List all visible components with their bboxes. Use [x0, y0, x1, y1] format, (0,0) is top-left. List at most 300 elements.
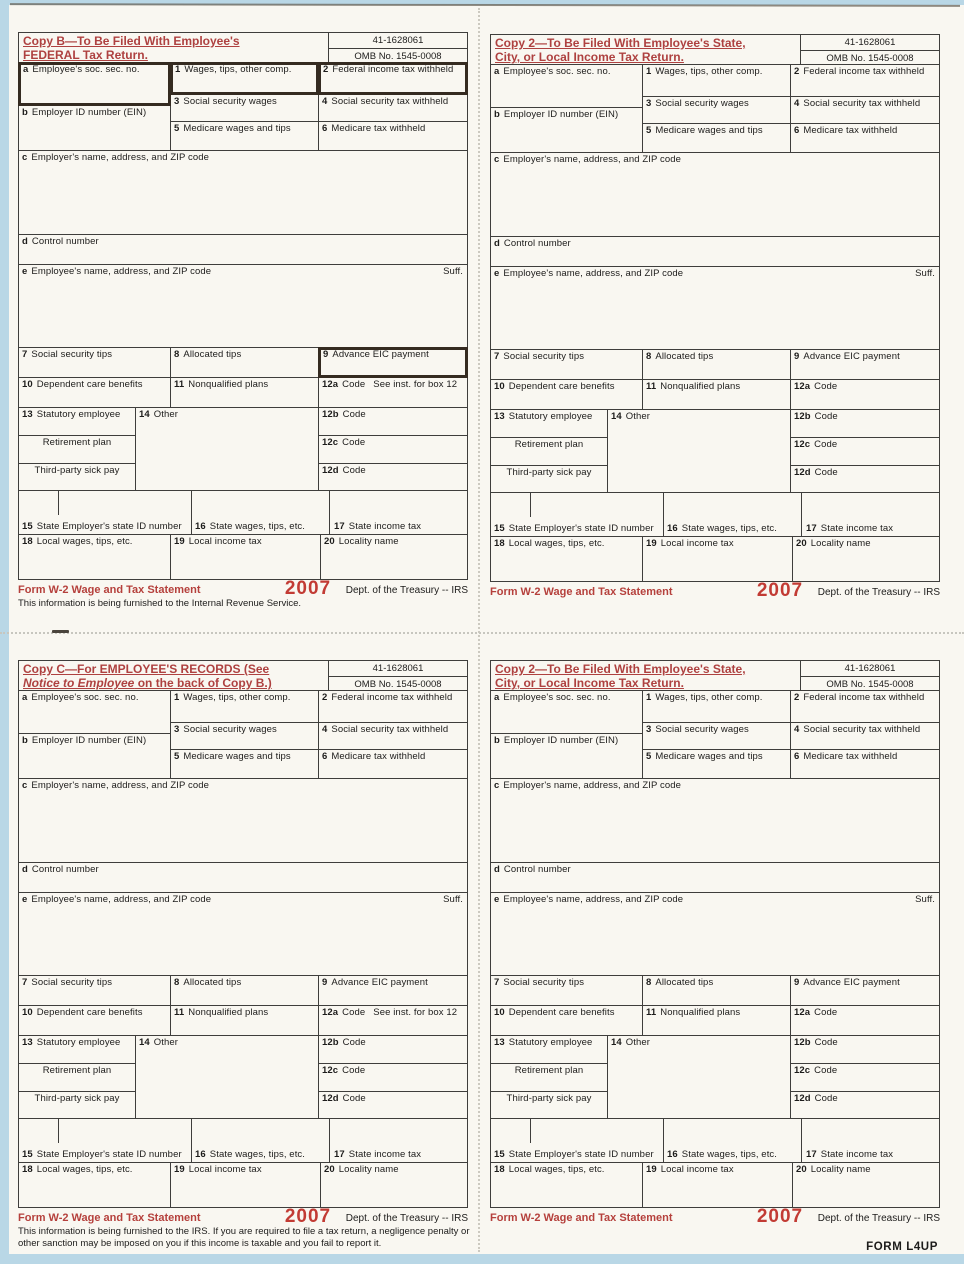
box-a-label: Employee's soc. sec. no.	[31, 692, 139, 703]
box-13-statutory-employee: 13 Statutory employee	[18, 407, 136, 436]
box-16-state-wages: 16 State wages, tips, etc.	[195, 1149, 306, 1161]
box-7-label: Social security tips	[503, 977, 585, 988]
suffix-label: Suff.	[915, 268, 935, 279]
box-4-ss-tax: 4 Social security tax withheld	[318, 722, 468, 750]
box-10-label: Dependent care benefits	[508, 381, 615, 392]
box-13-retirement-plan	[18, 435, 136, 464]
box-a-label: Employee's soc. sec. no.	[503, 66, 611, 77]
box-e-employee-name-address: e Employee's name, address, and ZIP code Suff.	[18, 264, 468, 348]
vertical-perforation-line	[478, 8, 480, 1252]
box-15-label: State Employer's state ID number	[508, 523, 654, 535]
box-12a-note: See inst. for box 12	[373, 1007, 458, 1018]
box-6-label: Medicare tax withheld	[331, 123, 426, 134]
box-2-federal-tax: 2 Federal income tax withheld	[790, 64, 940, 97]
box-a-employee-ssn	[490, 690, 643, 734]
box-12d-label: Code	[814, 467, 838, 478]
state-code-divider	[58, 1119, 59, 1143]
box-7-ss-tips: 7 Social security tips	[490, 975, 643, 1006]
box-10-dependent-care: 10 Dependent care benefits	[18, 377, 171, 408]
box-9-advance-eic: 9 Advance EIC payment	[318, 347, 468, 378]
box-12d-code: 12d Code	[318, 463, 468, 491]
box-8-allocated-tips: 8 Allocated tips	[170, 347, 319, 378]
box-5-label: Medicare wages and tips	[183, 751, 291, 762]
treasury-dept-label: Dept. of the Treasury -- IRS	[345, 585, 468, 596]
box-12b-code: 12b Code	[318, 407, 468, 436]
divider-15-16	[663, 493, 664, 536]
copy-title-line2: City, or Local Income Tax Return.	[495, 50, 684, 65]
box-b-number: b	[494, 735, 500, 746]
copy-title	[18, 32, 329, 63]
box-13-third-party-sick-pay	[18, 463, 136, 491]
form-w2-label: Form W-2 Wage and Tax Statement	[490, 1212, 673, 1224]
box-15-state-id: 15 State Employer's state ID number	[494, 523, 654, 535]
box-14-label: Other	[153, 1037, 179, 1048]
box-e-label: Employee's name, address, and ZIP code	[503, 268, 684, 279]
box-c-label: Employer's name, address, and ZIP code	[503, 154, 681, 165]
box-b-label: Employer ID number (EIN)	[503, 735, 619, 746]
box-2-label: Federal income tax withheld	[803, 692, 925, 703]
box-12c-code: 12c Code	[790, 1063, 940, 1092]
w2-form-copy-c-employee-records	[18, 660, 468, 1260]
box-d-control-number: d Control number	[18, 234, 468, 265]
box-10-label: Dependent care benefits	[36, 379, 143, 390]
box-8-allocated-tips: 8 Allocated tips	[642, 975, 791, 1006]
divider-16-17	[801, 493, 802, 536]
box-c-employer-name-address: c Employer's name, address, and ZIP code	[490, 152, 940, 237]
w2-form-copy-2-state-top	[490, 34, 940, 634]
box-15-label: State Employer's state ID number	[508, 1149, 654, 1161]
box-17-state-income-tax: 17 State income tax	[806, 1149, 894, 1161]
box-6-medicare-tax: 6 Medicare tax withheld	[318, 121, 468, 151]
box-12b-label: Code	[814, 411, 838, 422]
box-a-number: a	[494, 692, 500, 703]
suffix-label: Suff.	[915, 894, 935, 905]
omb-box	[328, 32, 468, 63]
box-13-third-party-sick-pay	[490, 1091, 608, 1119]
box-3-label: Social security wages	[183, 96, 277, 107]
box-13-statutory-employee: 13 Statutory employee	[18, 1035, 136, 1064]
copy-title-line1: Copy 2—To Be Filed With Employee's State,	[495, 662, 746, 676]
box-16-label: State wages, tips, etc.	[209, 521, 306, 533]
box-7-label: Social security tips	[503, 351, 585, 362]
box-13-statutory-employee: 13 Statutory employee	[490, 1035, 608, 1064]
box-5-medicare-wages: 5 Medicare wages and tips	[170, 749, 319, 779]
box-e-label: Employee's name, address, and ZIP code	[31, 894, 212, 905]
box-14-label: Other	[625, 1037, 651, 1048]
box-11-label: Nonqualified plans	[188, 379, 269, 390]
box-12a-label: Code	[814, 381, 838, 392]
box-15-label: State Employer's state ID number	[36, 1149, 182, 1161]
box-b-number: b	[22, 735, 28, 746]
box-12c-code: 12c Code	[790, 437, 940, 466]
box-7-label: Social security tips	[31, 349, 113, 360]
box-d-control-number: d Control number	[18, 862, 468, 893]
box-18-label: Local wages, tips, etc.	[508, 538, 605, 549]
treasury-dept-label: Dept. of the Treasury -- IRS	[345, 1213, 468, 1224]
box-20-label: Locality name	[810, 1164, 871, 1175]
box-11-label: Nonqualified plans	[660, 381, 741, 392]
w2-form-copy-b-federal	[18, 32, 468, 632]
box-10-dependent-care: 10 Dependent care benefits	[490, 1005, 643, 1036]
copy-title-line1: Copy 2—To Be Filed With Employee's State,	[495, 36, 746, 50]
box-12a-label: Code	[814, 1007, 838, 1018]
box-1-label: Wages, tips, other comp.	[655, 692, 763, 703]
box-12c-label: Code	[814, 1065, 838, 1076]
box-3-ss-wages: 3 Social security wages	[170, 94, 319, 122]
tax-year: 2007	[756, 1206, 804, 1227]
box-20-locality-name: 20 Locality name	[792, 1162, 940, 1208]
suffix-label: Suff.	[443, 894, 463, 905]
box-18-label: Local wages, tips, etc.	[36, 1164, 133, 1175]
box-12b-code: 12b Code	[790, 409, 940, 438]
box-15-state-id: 15 State Employer's state ID number	[494, 1149, 654, 1161]
box-8-label: Allocated tips	[183, 977, 242, 988]
print-code: 41-1628061	[329, 33, 467, 49]
box-12d-code: 12d Code	[790, 465, 940, 493]
box-20-label: Locality name	[810, 538, 871, 549]
box-16-state-wages: 16 State wages, tips, etc.	[667, 1149, 778, 1161]
box-12a-note: See inst. for box 12	[373, 379, 458, 390]
box-18-local-wages: 18 Local wages, tips, etc.	[18, 534, 171, 580]
box-6-medicare-tax: 6 Medicare tax withheld	[790, 749, 940, 779]
box-14-label: Other	[153, 409, 179, 420]
copy-title-line2: City, or Local Income Tax Return.	[495, 676, 684, 691]
box-12d-code: 12d Code	[318, 1091, 468, 1119]
boxes-15-16-17-state-row	[490, 492, 940, 537]
box-a-number: a	[22, 692, 28, 703]
box-12b-code: 12b Code	[318, 1035, 468, 1064]
form-w2-label: Form W-2 Wage and Tax Statement	[490, 586, 673, 598]
box-12d-code: 12d Code	[790, 1091, 940, 1119]
copy-title-line1: Copy B—To Be Filed With Employee's	[23, 34, 240, 48]
copy-title-line1: Copy C—For EMPLOYEE'S RECORDS (See	[23, 662, 270, 676]
box-8-label: Allocated tips	[655, 977, 714, 988]
box-13-retirement-plan	[490, 1063, 608, 1092]
box-20-locality-name: 20 Locality name	[792, 536, 940, 582]
divider-15-16	[663, 1119, 664, 1162]
box-b-label: Employer ID number (EIN)	[31, 107, 147, 118]
box-17-label: State income tax	[348, 1149, 422, 1161]
box-2-label: Federal income tax withheld	[331, 692, 453, 703]
copy-title	[490, 660, 801, 691]
box-16-label: State wages, tips, etc.	[681, 1149, 778, 1161]
box-17-state-income-tax: 17 State income tax	[806, 523, 894, 535]
box-19-label: Local income tax	[188, 536, 262, 547]
box-1-wages: 1 Wages, tips, other comp.	[170, 62, 319, 95]
box-c-label: Employer's name, address, and ZIP code	[503, 780, 681, 791]
box-4-label: Social security tax withheld	[803, 98, 921, 109]
box-b-employer-ein	[490, 107, 643, 153]
box-3-ss-wages: 3 Social security wages	[170, 722, 319, 750]
box-13-retirement-label: Retirement plan	[514, 1065, 584, 1076]
box-b-label: Employer ID number (EIN)	[503, 109, 619, 120]
copy-title-line2: on the back of Copy B.)	[134, 676, 272, 691]
box-2-federal-tax: 2 Federal income tax withheld	[318, 62, 468, 95]
box-15-state-id: 15 State Employer's state ID number	[22, 1149, 182, 1161]
print-code: 41-1628061	[329, 661, 467, 677]
box-14-other: 14 Other	[607, 1035, 791, 1119]
boxes-15-16-17-state-row	[18, 490, 468, 535]
box-14-other: 14 Other	[607, 409, 791, 493]
box-6-label: Medicare tax withheld	[331, 751, 426, 762]
box-12c-label: Code	[342, 437, 366, 448]
boxes-15-16-17-state-row	[490, 1118, 940, 1163]
box-13-statutory-label: Statutory employee	[508, 411, 593, 422]
omb-number: OMB No. 1545-0008	[354, 51, 442, 62]
box-3-ss-wages: 3 Social security wages	[642, 96, 791, 124]
box-19-label: Local income tax	[188, 1164, 262, 1175]
box-d-label: Control number	[31, 864, 99, 875]
box-11-nonqualified-plans: 11 Nonqualified plans	[642, 1005, 791, 1036]
box-8-allocated-tips: 8 Allocated tips	[170, 975, 319, 1006]
box-6-medicare-tax: 6 Medicare tax withheld	[790, 123, 940, 153]
box-4-label: Social security tax withheld	[803, 724, 921, 735]
treasury-dept-label: Dept. of the Treasury -- IRS	[817, 1213, 940, 1224]
treasury-dept-label: Dept. of the Treasury -- IRS	[817, 587, 940, 598]
box-13-statutory-label: Statutory employee	[36, 1037, 121, 1048]
box-1-label: Wages, tips, other comp.	[183, 692, 291, 703]
box-13-statutory-employee: 13 Statutory employee	[490, 409, 608, 438]
box-6-medicare-tax: 6 Medicare tax withheld	[318, 749, 468, 779]
box-11-label: Nonqualified plans	[188, 1007, 269, 1018]
box-17-label: State income tax	[820, 1149, 894, 1161]
box-e-employee-name-address: e Employee's name, address, and ZIP code Suff.	[490, 892, 940, 976]
omb-number: OMB No. 1545-0008	[826, 679, 914, 690]
box-20-locality-name: 20 Locality name	[320, 534, 468, 580]
box-13-retirement-label: Retirement plan	[42, 1065, 112, 1076]
box-3-ss-wages: 3 Social security wages	[642, 722, 791, 750]
copy-title-line2: FEDERAL Tax Return.	[23, 48, 148, 63]
box-2-label: Federal income tax withheld	[803, 66, 925, 77]
box-1-label: Wages, tips, other comp.	[655, 66, 763, 77]
box-1-wages: 1 Wages, tips, other comp.	[642, 64, 791, 97]
divider-16-17	[801, 1119, 802, 1162]
box-6-label: Medicare tax withheld	[803, 751, 898, 762]
divider-15-16	[191, 1119, 192, 1162]
box-18-local-wages: 18 Local wages, tips, etc.	[18, 1162, 171, 1208]
furnishing-notice: This information is being furnished to the IRS. If you are required to file a tax return, a negligence penalty or other sanction may be imposed on you if this income is taxable and you fail to report it.	[18, 1226, 470, 1250]
box-a-employee-ssn	[18, 690, 171, 734]
box-14-label: Other	[625, 411, 651, 422]
box-6-label: Medicare tax withheld	[803, 125, 898, 136]
suffix-label: Suff.	[443, 266, 463, 277]
box-17-state-income-tax: 17 State income tax	[334, 1149, 422, 1161]
box-19-local-income-tax: 19 Local income tax	[642, 1162, 793, 1208]
box-19-label: Local income tax	[660, 1164, 734, 1175]
box-16-state-wages: 16 State wages, tips, etc.	[667, 523, 778, 535]
box-d-label: Control number	[503, 238, 571, 249]
box-19-local-income-tax: 19 Local income tax	[170, 1162, 321, 1208]
box-a-label: Employee's soc. sec. no.	[32, 64, 140, 75]
box-11-nonqualified-plans: 11 Nonqualified plans	[642, 379, 791, 410]
box-18-local-wages: 18 Local wages, tips, etc.	[490, 536, 643, 582]
box-13-sickpay-label: Third-party sick pay	[34, 1093, 120, 1104]
box-7-label: Social security tips	[31, 977, 113, 988]
state-code-divider	[58, 491, 59, 515]
box-18-label: Local wages, tips, etc.	[36, 536, 133, 547]
box-5-label: Medicare wages and tips	[655, 751, 763, 762]
box-8-label: Allocated tips	[183, 349, 242, 360]
tax-year: 2007	[756, 580, 804, 601]
box-7-ss-tips: 7 Social security tips	[18, 975, 171, 1006]
box-4-label: Social security tax withheld	[331, 724, 449, 735]
box-8-label: Allocated tips	[655, 351, 714, 362]
box-12a-code: 12a Code	[790, 1005, 940, 1036]
box-12a-code: 12a Code	[790, 379, 940, 410]
copy-title-italic: Notice to Employee	[23, 676, 135, 691]
box-11-nonqualified-plans: 11 Nonqualified plans	[170, 377, 319, 408]
divider-16-17	[329, 1119, 330, 1162]
box-19-label: Local income tax	[660, 538, 734, 549]
box-5-medicare-wages: 5 Medicare wages and tips	[170, 121, 319, 151]
box-10-dependent-care: 10 Dependent care benefits	[490, 379, 643, 410]
box-5-medicare-wages: 5 Medicare wages and tips	[642, 749, 791, 779]
divider-16-17	[329, 491, 330, 534]
box-13-statutory-label: Statutory employee	[36, 409, 121, 420]
box-19-local-income-tax: 19 Local income tax	[642, 536, 793, 582]
box-13-third-party-sick-pay	[18, 1091, 136, 1119]
box-12c-label: Code	[342, 1065, 366, 1076]
box-19-local-income-tax: 19 Local income tax	[170, 534, 321, 580]
tax-year: 2007	[284, 578, 332, 599]
box-10-dependent-care: 10 Dependent care benefits	[18, 1005, 171, 1036]
box-1-wages: 1 Wages, tips, other comp.	[170, 690, 319, 723]
box-20-label: Locality name	[338, 1164, 399, 1175]
box-12a-code: 12a Code See inst. for box 12	[318, 377, 468, 408]
box-3-label: Social security wages	[655, 724, 749, 735]
box-a-number: a	[494, 66, 500, 77]
box-13-retirement-plan	[490, 437, 608, 466]
box-12c-code: 12c Code	[318, 435, 468, 464]
box-16-label: State wages, tips, etc.	[209, 1149, 306, 1161]
omb-box	[800, 660, 940, 691]
form-w2-label: Form W-2 Wage and Tax Statement	[18, 1212, 201, 1224]
box-2-federal-tax: 2 Federal income tax withheld	[318, 690, 468, 723]
box-b-employer-ein	[490, 733, 643, 779]
form-l4up-code: FORM L4UP	[866, 1241, 938, 1253]
copy-title	[18, 660, 329, 691]
box-9-label: Advance EIC payment	[803, 351, 900, 362]
box-14-other: 14 Other	[135, 407, 319, 491]
box-17-label: State income tax	[820, 523, 894, 535]
state-code-divider	[530, 493, 531, 517]
omb-number: OMB No. 1545-0008	[826, 53, 914, 64]
box-4-ss-tax: 4 Social security tax withheld	[790, 722, 940, 750]
box-12b-label: Code	[342, 409, 366, 420]
box-5-label: Medicare wages and tips	[655, 125, 763, 136]
omb-box	[328, 660, 468, 691]
box-c-label: Employer's name, address, and ZIP code	[31, 152, 209, 163]
box-c-employer-name-address: c Employer's name, address, and ZIP code	[18, 778, 468, 863]
box-15-label: State Employer's state ID number	[36, 521, 182, 533]
box-4-label: Social security tax withheld	[331, 96, 449, 107]
box-9-label: Advance EIC payment	[331, 977, 428, 988]
box-d-label: Control number	[503, 864, 571, 875]
box-7-ss-tips: 7 Social security tips	[490, 349, 643, 380]
box-4-ss-tax: 4 Social security tax withheld	[318, 94, 468, 122]
box-a-employee-ssn	[490, 64, 643, 108]
box-4-ss-tax: 4 Social security tax withheld	[790, 96, 940, 124]
box-18-label: Local wages, tips, etc.	[508, 1164, 605, 1175]
box-15-state-id: 15 State Employer's state ID number	[22, 521, 182, 533]
box-13-retirement-plan	[18, 1063, 136, 1092]
box-12c-code: 12c Code	[318, 1063, 468, 1092]
box-13-third-party-sick-pay	[490, 465, 608, 493]
box-12b-label: Code	[342, 1037, 366, 1048]
box-17-label: State income tax	[348, 521, 422, 533]
box-17-state-income-tax: 17 State income tax	[334, 521, 422, 533]
box-b-employer-ein	[18, 105, 171, 151]
box-7-ss-tips: 7 Social security tips	[18, 347, 171, 378]
box-3-label: Social security wages	[183, 724, 277, 735]
box-b-employer-ein	[18, 733, 171, 779]
box-13-statutory-label: Statutory employee	[508, 1037, 593, 1048]
box-11-label: Nonqualified plans	[660, 1007, 741, 1018]
box-10-label: Dependent care benefits	[36, 1007, 143, 1018]
boxes-15-16-17-state-row	[18, 1118, 468, 1163]
box-18-local-wages: 18 Local wages, tips, etc.	[490, 1162, 643, 1208]
box-9-label: Advance EIC payment	[803, 977, 900, 988]
box-12b-code: 12b Code	[790, 1035, 940, 1064]
box-12d-label: Code	[814, 1093, 838, 1104]
box-20-locality-name: 20 Locality name	[320, 1162, 468, 1208]
box-12d-label: Code	[342, 1093, 366, 1104]
box-9-advance-eic: 9 Advance EIC payment	[790, 349, 940, 380]
box-c-employer-name-address: c Employer's name, address, and ZIP code	[490, 778, 940, 863]
tax-year: 2007	[284, 1206, 332, 1227]
copy-title	[490, 34, 801, 65]
box-1-label: Wages, tips, other comp.	[184, 64, 292, 75]
box-1-wages: 1 Wages, tips, other comp.	[642, 690, 791, 723]
box-d-label: Control number	[31, 236, 99, 247]
box-a-employee-ssn	[18, 62, 171, 106]
box-12b-label: Code	[814, 1037, 838, 1048]
box-b-number: b	[494, 109, 500, 120]
box-e-employee-name-address: e Employee's name, address, and ZIP code Suff.	[490, 266, 940, 350]
form-footer	[490, 580, 940, 603]
state-code-divider	[530, 1119, 531, 1143]
box-13-sickpay-label: Third-party sick pay	[34, 465, 120, 476]
box-c-employer-name-address: c Employer's name, address, and ZIP code	[18, 150, 468, 235]
box-12a-label: Code	[342, 379, 366, 390]
box-20-label: Locality name	[338, 536, 399, 547]
box-d-control-number: d Control number	[490, 236, 940, 267]
box-11-nonqualified-plans: 11 Nonqualified plans	[170, 1005, 319, 1036]
box-9-advance-eic: 9 Advance EIC payment	[318, 975, 468, 1006]
box-13-retirement-label: Retirement plan	[514, 439, 584, 450]
box-12d-label: Code	[342, 465, 366, 476]
furnishing-notice: This information is being furnished to the Internal Revenue Service.	[18, 598, 302, 609]
box-13-retirement-label: Retirement plan	[42, 437, 112, 448]
box-c-label: Employer's name, address, and ZIP code	[31, 780, 209, 791]
box-3-label: Social security wages	[655, 98, 749, 109]
form-footer	[490, 1206, 940, 1229]
box-9-advance-eic: 9 Advance EIC payment	[790, 975, 940, 1006]
box-b-label: Employer ID number (EIN)	[31, 735, 147, 746]
box-10-label: Dependent care benefits	[508, 1007, 615, 1018]
omb-number: OMB No. 1545-0008	[354, 679, 442, 690]
box-b-number: b	[22, 107, 28, 118]
box-e-label: Employee's name, address, and ZIP code	[31, 266, 212, 277]
print-code: 41-1628061	[801, 661, 939, 677]
box-12c-label: Code	[814, 439, 838, 450]
box-9-label: Advance EIC payment	[332, 349, 429, 360]
box-a-number: a	[23, 64, 29, 75]
box-5-label: Medicare wages and tips	[183, 123, 291, 134]
divider-15-16	[191, 491, 192, 534]
box-14-other: 14 Other	[135, 1035, 319, 1119]
w2-form-copy-2-state-bottom	[490, 660, 940, 1260]
